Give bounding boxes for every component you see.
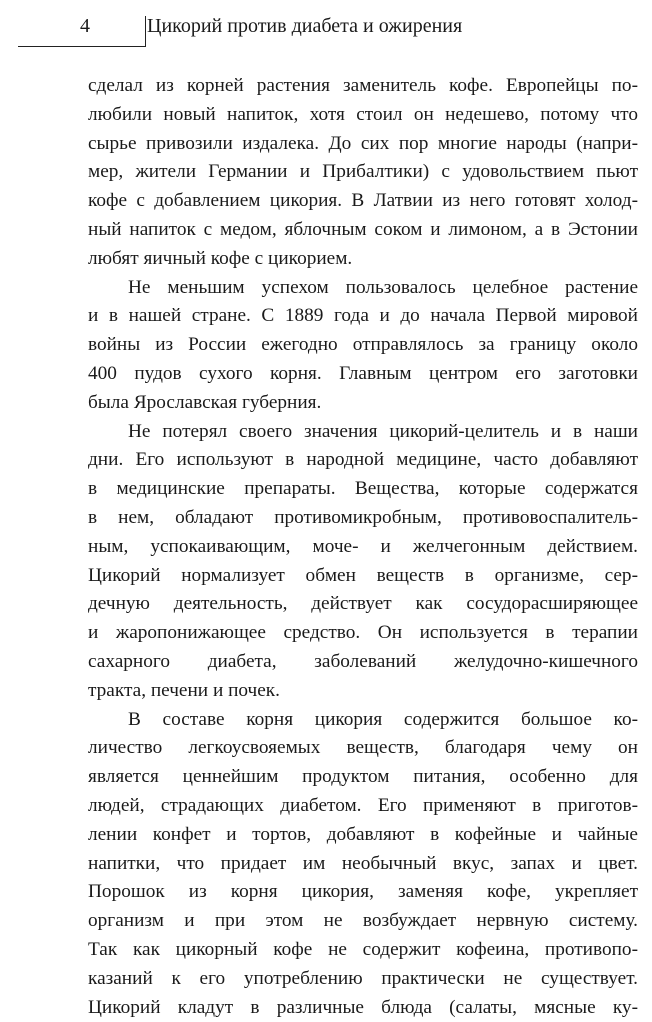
text-line: Не меньшим успехом пользовалось целебное растение	[88, 274, 638, 303]
text-line: является ценнейшим продуктом питания, особенно для	[88, 763, 638, 792]
text-line: Цикорий нормализует обмен веществ в организме, сер-	[88, 562, 638, 591]
text-line: тракта, печени и почек.	[88, 677, 638, 706]
header-vertical-rule	[145, 16, 146, 47]
text-line: 400 пудов сухого корня. Главным центром его заготовки	[88, 360, 638, 389]
text-line: людей, страдающих диабетом. Его применяют в приготов-	[88, 792, 638, 821]
text-line: была Ярославская губерния.	[88, 389, 638, 418]
text-line: войны из России ежегодно отправлялось за границу около	[88, 331, 638, 360]
running-head	[0, 8, 652, 44]
text-line: сахарного диабета, заболеваний желудочно-кишечного	[88, 648, 638, 677]
text-line: сырье привозили издалека. До сих пор многие народы (напри-	[88, 130, 638, 159]
text-line: ный напиток с медом, яблочным соком и лимоном, а в Эстонии	[88, 216, 638, 245]
text-line: любили новый напиток, хотя стоил он недешево, потому что	[88, 101, 638, 130]
text-line: и жаропонижающее средство. Он используется в терапии	[88, 619, 638, 648]
text-line: казаний к его употреблению практически не существует.	[88, 965, 638, 994]
text-line: Не потерял своего значения цикорий-целитель и в наши	[88, 418, 638, 447]
text-line: любят яичный кофе с цикорием.	[88, 245, 638, 274]
body-text	[88, 72, 638, 1022]
header-rule	[18, 46, 145, 47]
text-line: дечную деятельность, действует как сосудорасширяющее	[88, 590, 638, 619]
text-line: Цикорий кладут в различные блюда (салаты, мясные ку-	[88, 994, 638, 1022]
text-line: и в нашей стране. С 1889 года и до начала Первой мировой	[88, 302, 638, 331]
text-line: в медицинские препараты. Вещества, которые содержатся	[88, 475, 638, 504]
text-line: мер, жители Германии и Прибалтики) с удовольствием пьют	[88, 158, 638, 187]
text-line: в нем, обладают противомикробным, противовоспалитель-	[88, 504, 638, 533]
text-line: организм и при этом не возбуждает нервную систему.	[88, 907, 638, 936]
page-number: 4	[80, 14, 90, 38]
text-line: В составе корня цикория содержится большое ко-	[88, 706, 638, 735]
text-line: дни. Его используют в народной медицине, часто добавляют	[88, 446, 638, 475]
text-line: ным, успокаивающим, моче- и желчегонным действием.	[88, 533, 638, 562]
text-line: Так как цикорный кофе не содержит кофеина, противопо-	[88, 936, 638, 965]
text-line: Порошок из корня цикория, заменяя кофе, укрепляет	[88, 878, 638, 907]
text-line: напитки, что придает им необычный вкус, запах и цвет.	[88, 850, 638, 879]
text-line: личество легкоусвояемых веществ, благодаря чему он	[88, 734, 638, 763]
text-line: лении конфет и тортов, добавляют в кофейные и чайные	[88, 821, 638, 850]
text-line: сделал из корней растения заменитель кофе. Европейцы по-	[88, 72, 638, 101]
running-title: Цикорий против диабета и ожирения	[147, 14, 462, 38]
text-line: кофе с добавлением цикория. В Латвии из него готовят холод-	[88, 187, 638, 216]
